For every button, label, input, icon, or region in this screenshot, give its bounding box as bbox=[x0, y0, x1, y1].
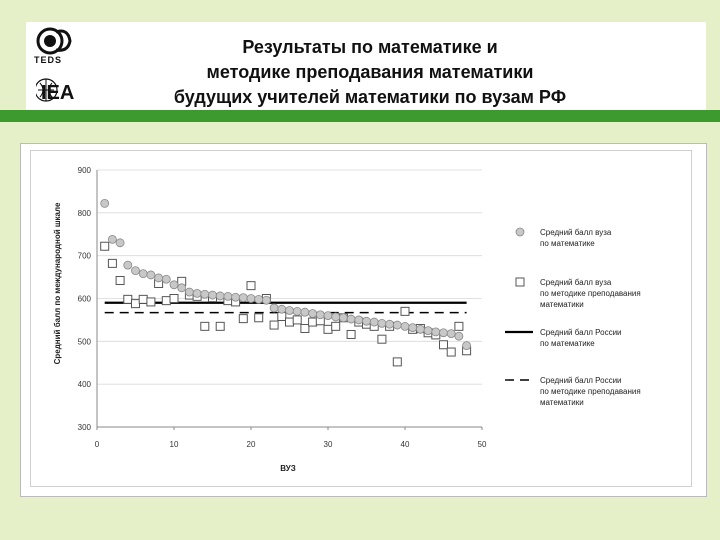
method-score-point bbox=[247, 282, 255, 290]
math-score-point bbox=[401, 322, 409, 330]
method-score-point bbox=[116, 277, 124, 285]
title-line-1: Результаты по математике и bbox=[242, 37, 498, 57]
x-axis-label: ВУЗ bbox=[280, 464, 296, 473]
math-score-point bbox=[224, 292, 232, 300]
method-score-point bbox=[378, 335, 386, 343]
math-score-point bbox=[193, 289, 201, 297]
math-score-point bbox=[393, 321, 401, 329]
math-score-point bbox=[209, 291, 217, 299]
math-score-point bbox=[270, 304, 278, 312]
y-tick-label: 400 bbox=[77, 380, 91, 390]
method-score-point bbox=[239, 315, 247, 323]
method-score-point bbox=[101, 242, 109, 250]
math-score-point bbox=[116, 239, 124, 247]
x-tick-label: 30 bbox=[323, 440, 333, 449]
math-score-point bbox=[170, 281, 178, 289]
y-tick-label: 900 bbox=[77, 166, 91, 175]
legend-label: по методике преподавания bbox=[540, 289, 641, 298]
math-score-point bbox=[339, 314, 347, 322]
math-score-point bbox=[162, 275, 170, 283]
x-tick-label: 0 bbox=[94, 440, 100, 449]
math-score-point bbox=[332, 313, 340, 321]
math-score-point bbox=[185, 288, 193, 296]
math-score-point bbox=[386, 320, 394, 328]
method-score-point bbox=[309, 318, 317, 326]
math-score-point bbox=[155, 274, 163, 282]
math-score-point bbox=[139, 270, 147, 278]
math-score-point bbox=[262, 296, 270, 304]
math-score-point bbox=[324, 312, 332, 320]
legend-label: Средний балл вуза bbox=[540, 228, 612, 237]
math-score-point bbox=[147, 271, 155, 279]
y-tick-label: 700 bbox=[77, 251, 91, 261]
math-score-point bbox=[447, 330, 455, 338]
legend-label: Средний балл России bbox=[540, 376, 622, 385]
legend-label: Средний балл вуза bbox=[540, 278, 612, 287]
math-score-point bbox=[355, 316, 363, 324]
math-score-point bbox=[101, 199, 109, 207]
math-score-point bbox=[440, 329, 448, 337]
method-score-point bbox=[455, 322, 463, 330]
legend-square-marker bbox=[516, 278, 524, 286]
x-tick-label: 20 bbox=[246, 440, 256, 449]
method-score-point bbox=[216, 322, 224, 330]
method-score-point bbox=[347, 330, 355, 338]
legend-label: математики bbox=[540, 300, 584, 309]
math-score-point bbox=[347, 315, 355, 323]
math-score-point bbox=[463, 342, 471, 350]
y-tick-label: 300 bbox=[77, 423, 91, 432]
method-score-point bbox=[440, 341, 448, 349]
math-score-point bbox=[455, 332, 463, 340]
math-score-point bbox=[432, 328, 440, 336]
method-score-point bbox=[286, 318, 294, 326]
method-score-point bbox=[401, 307, 409, 315]
math-score-point bbox=[316, 311, 324, 319]
math-score-point bbox=[247, 295, 255, 303]
math-score-point bbox=[178, 284, 186, 292]
math-score-point bbox=[301, 308, 309, 316]
legend-label: по математике bbox=[540, 239, 595, 248]
math-score-point bbox=[416, 325, 424, 333]
method-score-point bbox=[162, 297, 170, 305]
y-tick-label: 800 bbox=[77, 208, 91, 218]
y-tick-label: 500 bbox=[77, 337, 91, 347]
method-score-point bbox=[170, 295, 178, 303]
method-score-point bbox=[201, 322, 209, 330]
teds-logo-text: TEDS bbox=[34, 55, 63, 65]
math-score-point bbox=[370, 318, 378, 326]
math-score-point bbox=[424, 327, 432, 335]
title-line-3: будущих учителей математики по вузам РФ bbox=[173, 87, 567, 107]
math-score-point bbox=[293, 307, 301, 315]
x-tick-label: 40 bbox=[400, 440, 410, 449]
x-tick-label: 10 bbox=[169, 440, 179, 449]
math-score-point bbox=[132, 267, 140, 275]
math-score-point bbox=[124, 261, 132, 269]
math-score-point bbox=[239, 294, 247, 302]
math-score-point bbox=[378, 319, 386, 327]
method-score-point bbox=[124, 295, 132, 303]
math-score-point bbox=[232, 293, 240, 301]
math-score-point bbox=[309, 309, 317, 317]
method-score-point bbox=[132, 300, 140, 308]
y-axis-label: Средний балл по международной шкале bbox=[53, 202, 62, 365]
math-score-point bbox=[216, 292, 224, 300]
method-score-point bbox=[270, 321, 278, 329]
iea-logo-text: IEA bbox=[41, 82, 75, 103]
math-score-point bbox=[108, 235, 116, 243]
legend-label: по методике преподавания bbox=[540, 387, 641, 396]
method-score-point bbox=[139, 295, 147, 303]
method-score-point bbox=[447, 348, 455, 356]
math-score-point bbox=[363, 317, 371, 325]
legend-label: по математике bbox=[540, 339, 595, 348]
title-line-2: методике преподавания математики bbox=[206, 62, 534, 82]
legend-label: математики bbox=[540, 398, 584, 407]
math-score-point bbox=[255, 295, 263, 303]
method-score-point bbox=[108, 259, 116, 267]
method-score-point bbox=[393, 358, 401, 366]
method-score-point bbox=[301, 324, 309, 332]
method-score-point bbox=[147, 298, 155, 306]
method-score-point bbox=[293, 316, 301, 324]
method-score-point bbox=[324, 325, 332, 333]
math-score-point bbox=[409, 324, 417, 332]
math-score-point bbox=[201, 290, 209, 298]
legend-circle-marker bbox=[516, 228, 524, 236]
math-score-point bbox=[286, 306, 294, 314]
legend-label: Средний балл России bbox=[540, 328, 622, 337]
method-score-point bbox=[278, 312, 286, 320]
math-score-point bbox=[278, 305, 286, 313]
method-score-point bbox=[255, 314, 263, 322]
y-tick-label: 600 bbox=[77, 294, 91, 304]
x-tick-label: 50 bbox=[477, 440, 487, 449]
method-score-point bbox=[332, 322, 340, 330]
